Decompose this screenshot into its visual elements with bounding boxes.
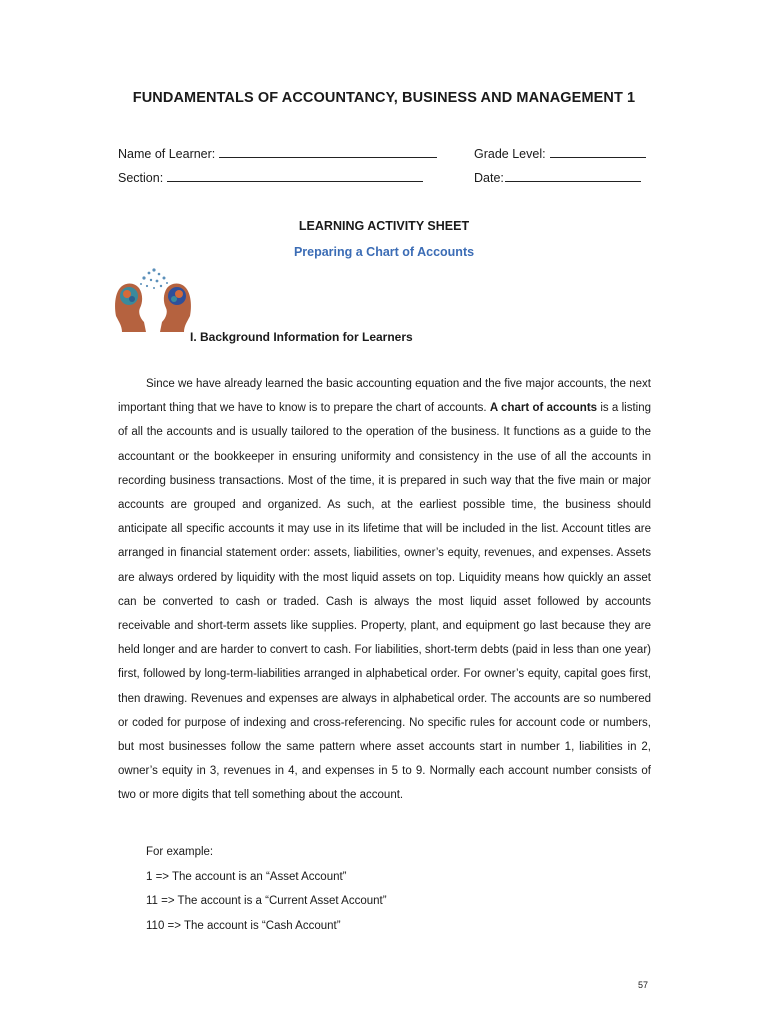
left-head-icon [115, 284, 146, 333]
section-blank [167, 169, 423, 182]
background-paragraph [118, 372, 651, 808]
example-item: 1 => The account is an “Asset Account” [146, 870, 347, 883]
idea-particles-icon [140, 268, 168, 289]
page-number: 57 [638, 980, 649, 990]
paragraph-bold-term: A chart of accounts [489, 402, 598, 415]
paragraph-part-1: Since we have already learned the basic accounting equation and the five major accounts, the next important thing that we have to know is to prepare the chart of accounts. [118, 378, 651, 415]
name-of-learner-label: Name of Learner: [118, 147, 216, 161]
date-field [474, 169, 641, 185]
date-label: Date: [474, 171, 504, 185]
section-label: Section: [118, 171, 164, 185]
example-item: 11 => The account is a “Current Asset Account” [146, 895, 387, 907]
grade-level-field [474, 145, 646, 161]
right-head-icon [160, 284, 191, 333]
examples-list [146, 840, 387, 938]
example-item: 110 => The account is “Cash Account” [146, 919, 341, 932]
grade-level-blank [550, 145, 646, 158]
name-of-learner-field [118, 145, 437, 161]
brain-heads-illustration [112, 266, 194, 334]
sheet-subtitle: Preparing a Chart of Accounts [293, 245, 475, 259]
section-heading: I. Background Information for Learners [190, 330, 413, 344]
name-of-learner-blank [219, 145, 437, 158]
sheet-title: LEARNING ACTIVITY SHEET [298, 219, 470, 233]
date-blank [505, 169, 641, 182]
section-field [118, 169, 423, 185]
paragraph-text [118, 372, 651, 808]
examples-intro: For example: [146, 846, 214, 858]
document-title: FUNDAMENTALS OF ACCOUNTANCY, BUSINESS AND MANAGEMENT 1 [132, 90, 636, 106]
grade-level-label: Grade Level: [474, 147, 546, 161]
paragraph-part-2: is a listing of all the accounts and is usually tailored to the operation of the business. It functions as a guide to the accountant or the bookkeeper in ensuring uniformity and consistency in the use of all the accounts in recording business transactions. Most of the time, it is prepared in such way that the five main or major accounts are grouped and organized. As such, at the earliest possible time, the business should anticipate all specific accounts it may use in its lifetime that will be included in the list. Account titles are arranged in financial statement order: assets, liabilities, owner’s equity, revenues, and expenses. Assets are always ordered by liquidity with the most liquid assets on top. Liquidity means how quickly an asset can be converted to cash or traded. Cash is always the most liquid asset followed by accounts receivable and short-term assets like supplies. Property, plant, and equipment go last because they are held longer and are harder to convert to cash. For liabilities, short-term debts (paid in less than one year) first, followed by long-term-liabilities arranged in alphabetical order. For owner’s equity, capital goes first, then drawing. Revenues and expenses are always in alphabetical order. The accounts are so numbered or coded for purpose of indexing and cross-referencing. No specific rules for account code or numbers, but most businesses follow the same pattern where asset accounts start in number 1, liabilities in 2, owner’s equity in 3, revenues in 4, and expenses in 5 to 9. Normally each account number consists of two or more digits that tell something about the account. [118, 402, 651, 802]
